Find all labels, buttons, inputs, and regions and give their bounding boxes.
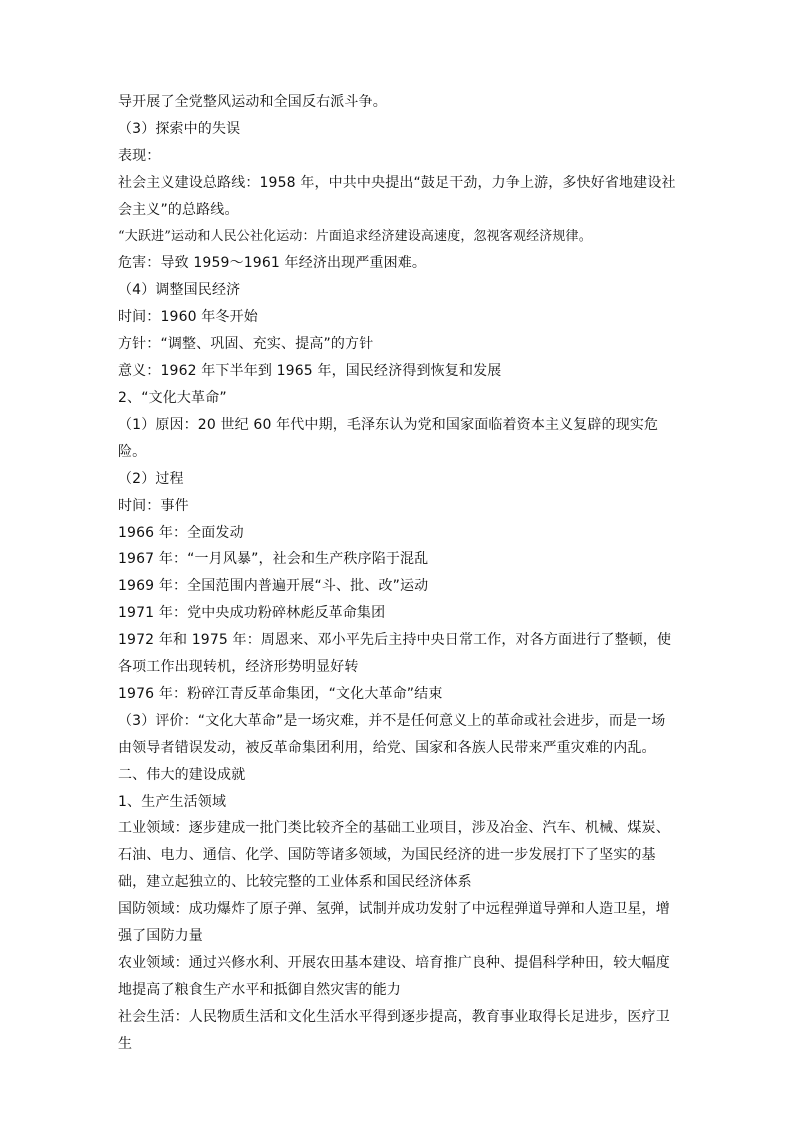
text-paragraph: 社会主义建设总路线：1958 年，中共中央提出“鼓足干劲，力争上游，多快好省地建设社会主义”的总路线。	[118, 174, 676, 218]
text-line: 导开展了全党整风运动和全国反右派斗争。	[118, 94, 387, 110]
text-paragraph: 农业领域：通过兴修水利、开展农田基本建设、培育推广良种、提倡科学种田，较大幅度地提高了粮食生产水平和抵御自然灾害的能力	[118, 955, 670, 998]
text-line: 方针：“调整、巩固、充实、提高”的方针	[118, 336, 374, 353]
section-heading: （3）探索中的失误	[118, 120, 241, 137]
text-line: 表现：	[118, 147, 161, 164]
text-paragraph: （3）评价：“文化大革命”是一场灾难，并不是任何意义上的革命或社会进步，而是一场由领导者错误发动，被反革命集团利用，给党、国家和各族人民带来严重灾难的内乱。	[118, 712, 666, 756]
text-line: 社会生活：人民物质生活和文化生活水平得到逐步提高，教育事业取得长足进步，医疗卫生	[118, 1008, 670, 1052]
section-heading: 2、“文化大革命”	[118, 389, 227, 406]
text-line: 意义：1962 年下半年到 1965 年，国民经济得到恢复和发展	[118, 363, 502, 380]
text-line: （1）原因：20 世纪 60 年代中期，毛泽东认为党和国家面临着资本主义复辟的现实危险。	[118, 416, 659, 460]
text-line: 1969 年：全国范围内普遍开展“斗、批、改”运动	[118, 578, 429, 595]
text-line: 1966 年：全面发动	[118, 524, 244, 541]
text-line: 1967 年：“一月风暴”，社会和生产秩序陷于混乱	[118, 551, 429, 568]
section-heading: 二、伟大的建设成就	[118, 766, 246, 783]
text-line: 时间：事件	[118, 497, 189, 514]
text-line: “大跃进”运动和人民公社化运动：片面追求经济建设高速度，忽视客观经济规律。	[118, 228, 592, 244]
section-heading: （2）过程	[118, 470, 184, 487]
section-heading: 1、生产生活领域	[118, 793, 227, 810]
text-paragraph: 国防领域：成功爆炸了原子弹、氢弹，试制并成功发射了中远程弹道导弹和人造卫星，增强了国防力量	[118, 901, 670, 945]
text-line: 时间：1960 年冬开始	[118, 309, 258, 326]
section-heading: （4）调整国民经济	[118, 282, 241, 299]
document-body	[118, 89, 678, 1058]
text-line: 危害：导致 1959～1961 年经济出现严重困难。	[118, 255, 427, 272]
text-line: 1971 年：党中央成功粉碎林彪反革命集团	[118, 605, 386, 622]
text-paragraph: 工业领域：逐步建成一批门类比较齐全的基础工业项目，涉及冶金、汽车、机械、煤炭、石油、电力、通信、化学、国防等诸多领域，为国民经济的进一步发展打下了坚实的基础，建立起独立的、比较完整的工业体系和国民经济体系	[118, 820, 670, 891]
text-paragraph: 1972 年和 1975 年：周恩来、邓小平先后主持中央日常工作，对各方面进行了整顿，使各项工作出现转机，经济形势明显好转	[118, 632, 672, 676]
text-line: 1976 年：粉碎江青反革命集团，“文化大革命”结束	[118, 685, 443, 702]
